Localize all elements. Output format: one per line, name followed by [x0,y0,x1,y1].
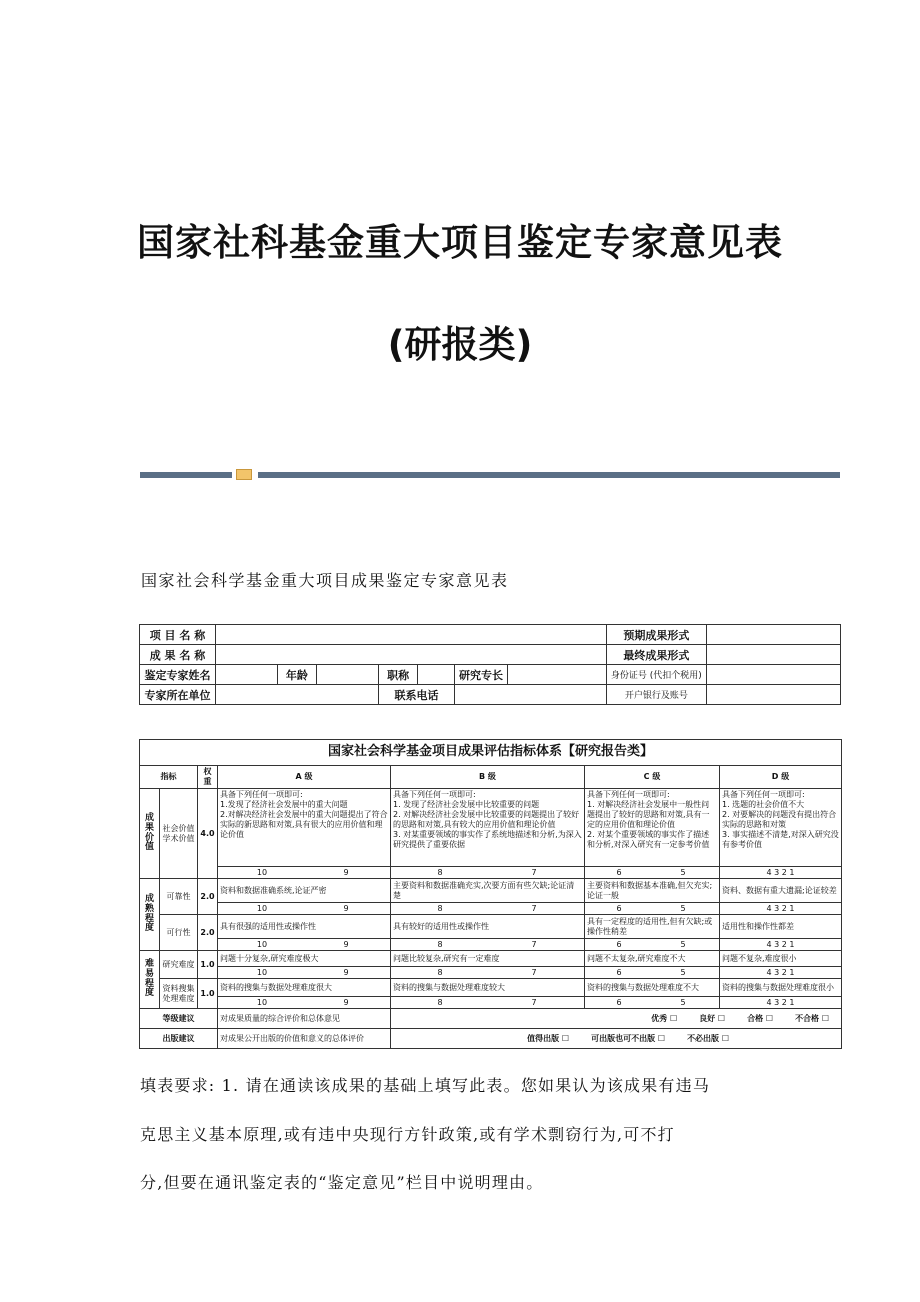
title-field[interactable] [418,665,455,685]
research-grade-d: 问题不复杂,难度很小 [720,951,842,967]
grade-suggestion-desc: 对成果质量的综合评价和总体意见 [218,1009,391,1029]
score-row[interactable] [585,903,720,915]
data-grade-d: 资料的搜集与数据处理难度很小 [720,979,842,997]
score-a1: 10 [256,939,268,949]
score-c1: 6 [616,967,622,977]
score-c2: 5 [680,997,686,1007]
score-row[interactable] [391,867,585,879]
score-d[interactable]: 4 3 2 1 [720,903,842,915]
score-d[interactable]: 4 3 2 1 [720,997,842,1009]
publish-suggestion-label: 出版建议 [140,1029,218,1049]
score-b1: 8 [437,903,443,913]
score-row[interactable] [585,939,720,951]
reliability-grade-d: 资料、数据有重大遗漏;论证较差 [720,879,842,903]
reliability-grade-b: 主要资料和数据准确充实,次要方面有些欠缺;论证清楚 [391,879,585,903]
operability-grade-d: 适用性和操作性都差 [720,915,842,939]
reliability-grade-a: 资料和数据准确系统,论证严密 [218,879,391,903]
score-b1: 8 [437,967,443,977]
value-grade-b: 具备下列任何一项即可: 1. 发现了经济社会发展中比较重要的问题 2. 对解决经济社会发展中比较重要的问题提出了较好的思路和对策,具有较大的应用价值和理论价值 3. 对某重要领域的事实作了系统地描述和分析,为深入研究提供了重要依据 [391,789,585,867]
value-grade-c: 具备下列任何一项即可: 1. 对解决经济社会发展中一般性问题提出了较好的思路和对策,具有一定的应用价值和理论价值 2. 对某个重要领域的事实作了描述和分析,对深入研究有一定参考价值 [585,789,720,867]
final-form-field[interactable] [706,645,840,665]
divider-mark-icon [236,469,252,480]
form-heading: 国家社会科学基金重大项目成果鉴定专家意见表 [141,571,509,590]
document-subtitle-type: (研报类) [387,323,533,366]
operability-grade-a: 具有很强的适用性或操作性 [218,915,391,939]
score-a2: 9 [343,903,349,913]
publish-option-worth[interactable]: 值得出版 ☐ [527,1033,570,1043]
score-b2: 7 [531,997,537,1007]
grade-option-pass[interactable]: 合格 ☐ [747,1013,774,1023]
requirements-line-2: 克思主义基本原理,或有违中央现行方针政策,或有学术剽窃行为,可不打 [140,1125,675,1144]
expert-name-label: 鉴定专家姓名 [140,665,216,685]
score-b1: 8 [437,997,443,1007]
phone-label: 联系电话 [378,685,454,705]
id-number-label: 身份证号 (代扣个税用) [606,665,706,685]
score-a1: 10 [256,903,268,913]
value-grade-d: 具备下列任何一项即可: 1. 选题的社会价值不大 2. 对要解决的问题没有提出符合实际的思路和对策 3. 事实描述不清楚,对深入研究没有参考价值 [720,789,842,867]
indicator-data-difficulty: 资料搜集 处理难度 [160,979,198,1009]
phone-field[interactable] [455,685,607,705]
project-name-label: 项 目 名 称 [140,625,216,645]
grade-suggestion-label: 等级建议 [140,1009,218,1029]
header-grade-a: A 级 [218,766,391,789]
grade-option-fail[interactable]: 不合格 ☐ [795,1013,830,1023]
evaluation-index-table [139,739,842,1049]
expected-form-label: 预期成果形式 [606,625,706,645]
score-row[interactable] [218,967,391,979]
score-row[interactable] [218,997,391,1009]
score-c2: 5 [680,939,686,949]
score-row[interactable] [218,939,391,951]
specialty-label: 研究专长 [455,665,508,685]
score-c1: 6 [616,867,622,877]
publish-option-either[interactable]: 可出版也可不出版 ☐ [591,1033,666,1043]
score-c1: 6 [616,997,622,1007]
score-row[interactable] [585,967,720,979]
score-a1: 10 [256,997,268,1007]
header-indicator: 指标 [140,766,198,789]
age-label: 年龄 [277,665,316,685]
bank-field[interactable] [706,685,840,705]
score-row[interactable] [218,903,391,915]
score-b2: 7 [531,967,537,977]
publish-suggestion-options [391,1029,842,1049]
weight-reliability: 2.0 [198,879,218,915]
operability-grade-c: 具有一定程度的适用性,但有欠缺;或操作性稍差 [585,915,720,939]
score-c1: 6 [616,903,622,913]
evaluation-index-table-wrapper [139,739,841,1049]
score-row[interactable] [218,867,391,879]
indicator-social-academic: 社会价值 学术价值 [160,789,198,879]
score-row[interactable] [585,997,720,1009]
score-row[interactable] [391,939,585,951]
bank-label: 开户银行及账号 [606,685,706,705]
score-row[interactable] [391,967,585,979]
indicator-operability: 可行性 [160,915,198,951]
title-label: 职称 [378,665,418,685]
unit-label: 专家所在单位 [140,685,216,705]
score-c2: 5 [680,903,686,913]
reliability-grade-c: 主要资料和数据基本准确,但欠充实;论证一般 [585,879,720,903]
score-b2: 7 [531,903,537,913]
project-name-field[interactable] [215,625,606,645]
score-c2: 5 [680,967,686,977]
unit-field[interactable] [215,685,378,705]
header-grade-d: D 级 [720,766,842,789]
weight-operability: 2.0 [198,915,218,951]
score-d[interactable]: 4 3 2 1 [720,939,842,951]
research-grade-c: 问题不太复杂,研究难度不大 [585,951,720,967]
evaluation-title: 国家社会科学基金项目成果评估指标体系【研究报告类】 [140,740,842,766]
score-a1: 10 [256,867,268,877]
result-name-label: 成 果 名 称 [140,645,216,665]
research-grade-a: 问题十分复杂,研究难度极大 [218,951,391,967]
weight-data: 1.0 [198,979,218,1009]
weight-research: 1.0 [198,951,218,979]
category-maturity: 成熟程度 [140,879,160,951]
final-form-label: 最终成果形式 [606,645,706,665]
publish-option-no[interactable]: 不必出版 ☐ [687,1033,730,1043]
data-grade-a: 资料的搜集与数据处理难度很大 [218,979,391,997]
indicator-research-difficulty: 研究难度 [160,951,198,979]
score-row[interactable] [391,997,585,1009]
divider-bar-left [140,472,232,478]
score-a2: 9 [343,939,349,949]
header-grade-c: C 级 [585,766,720,789]
requirements-line-3: 分,但要在通讯鉴定表的“鉴定意见”栏目中说明理由。 [140,1173,544,1192]
publish-suggestion-desc: 对成果公开出版的价值和意义的总体评价 [218,1029,391,1049]
score-a2: 9 [343,867,349,877]
document-title: 国家社科基金重大项目鉴定专家意见表 [137,221,783,264]
header-weight: 权重 [198,766,218,789]
section-divider [140,471,840,479]
score-a1: 10 [256,967,268,977]
grade-option-good[interactable]: 良好 ☐ [699,1013,726,1023]
result-name-field[interactable] [215,645,606,665]
score-a2: 9 [343,997,349,1007]
header-grade-b: B 级 [391,766,585,789]
score-c1: 6 [616,939,622,949]
expected-form-field[interactable] [706,625,840,645]
data-grade-b: 资料的搜集与数据处理难度较大 [391,979,585,997]
expert-name-field[interactable] [215,665,277,685]
grade-suggestion-options [391,1009,842,1029]
expert-info-table [139,624,841,705]
research-grade-b: 问题比较复杂,研究有一定难度 [391,951,585,967]
score-b2: 7 [531,939,537,949]
indicator-reliability: 可靠性 [160,879,198,915]
score-row[interactable] [391,903,585,915]
grade-option-excellent[interactable]: 优秀 ☐ [651,1013,678,1023]
value-grade-a: 具备下列任何一项即可: 1.发现了经济社会发展中的重大问题 2.对解决经济社会发展中的重大问题提出了符合实际的新思路和对策,具有很大的应用价值和理论价值 [218,789,391,867]
score-d[interactable]: 4 3 2 1 [720,867,842,879]
score-d[interactable]: 4 3 2 1 [720,967,842,979]
score-row[interactable] [585,867,720,879]
score-b1: 8 [437,939,443,949]
age-field[interactable] [317,665,379,685]
data-grade-c: 资料的搜集与数据处理难度不大 [585,979,720,997]
specialty-field[interactable] [508,665,607,685]
category-value: 成果价值 [140,789,160,879]
id-number-field[interactable] [706,665,840,685]
requirements-line-1: 填表要求: 1. 请在通读该成果的基础上填写此表。您如果认为该成果有违马 [140,1076,711,1095]
score-b1: 8 [437,867,443,877]
category-difficulty: 难易程度 [140,951,160,1009]
score-c2: 5 [680,867,686,877]
weight-value: 4.0 [198,789,218,879]
operability-grade-b: 具有较好的适用性或操作性 [391,915,585,939]
divider-bar-right [258,472,840,478]
score-a2: 9 [343,967,349,977]
score-b2: 7 [531,867,537,877]
